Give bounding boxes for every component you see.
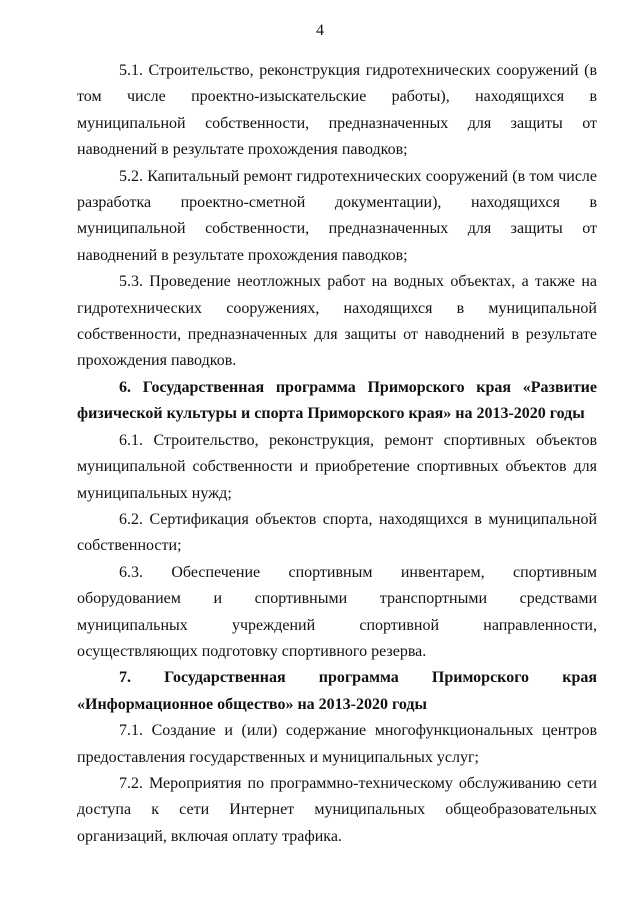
section-heading-6: 6. Государственная программа Приморского края «Развитие физической культуры и спорта Приморского края» на 2013-2020 годы <box>77 378 597 423</box>
list-item-6-2: 6.2. Сертификация объектов спорта, находящихся в муниципальной собственности; <box>77 510 597 555</box>
list-item-6-3: 6.3. Обеспечение спортивным инвентарем, спортивным оборудованием и спортивными транспортными средствами муниципальных учреждений спортивной направленности, осуществляющих подготовку спортивного резерва. <box>77 563 597 660</box>
list-item-6-1: 6.1. Строительство, реконструкция, ремонт спортивных объектов муниципальной собственности и приобретение спортивных объектов для муниципальных нужд; <box>77 431 597 502</box>
list-item-5-3: 5.3. Проведение неотложных работ на водных объектах, а также на гидротехнических сооружениях, находящихся в муниципальной собственности, предназначенных для защиты от наводнений в результате прохождения паводков. <box>77 273 597 370</box>
document-body <box>77 58 597 850</box>
list-item-5-2: 5.2. Капитальный ремонт гидротехнических сооружений (в том числе разработка проектно-сметной документации), находящихся в муниципальной собственности, предназначенных для защиты от наводнений в результате прохождения паводков; <box>77 167 597 264</box>
section-heading-7: 7. Государственная программа Приморского края «Информационное общество» на 2013-2020 годы <box>77 669 597 713</box>
list-item-7-1: 7.1. Создание и (или) содержание многофункциональных центров предоставления государственных и муниципальных услуг; <box>77 722 597 766</box>
page-number: 4 <box>316 22 324 39</box>
list-item-7-2: 7.2. Мероприятия по программно-техническому обслуживанию сети доступа к сети Интернет муниципальных общеобразовательных организаций, включая оплату трафика. <box>77 774 597 845</box>
list-item-5-1: 5.1. Строительство, реконструкция гидротехнических сооружений (в том числе проектно-изыскательские работы), находящихся в муниципальной собственности, предназначенных для защиты от наводнений в результате прохождения паводков; <box>77 62 597 159</box>
